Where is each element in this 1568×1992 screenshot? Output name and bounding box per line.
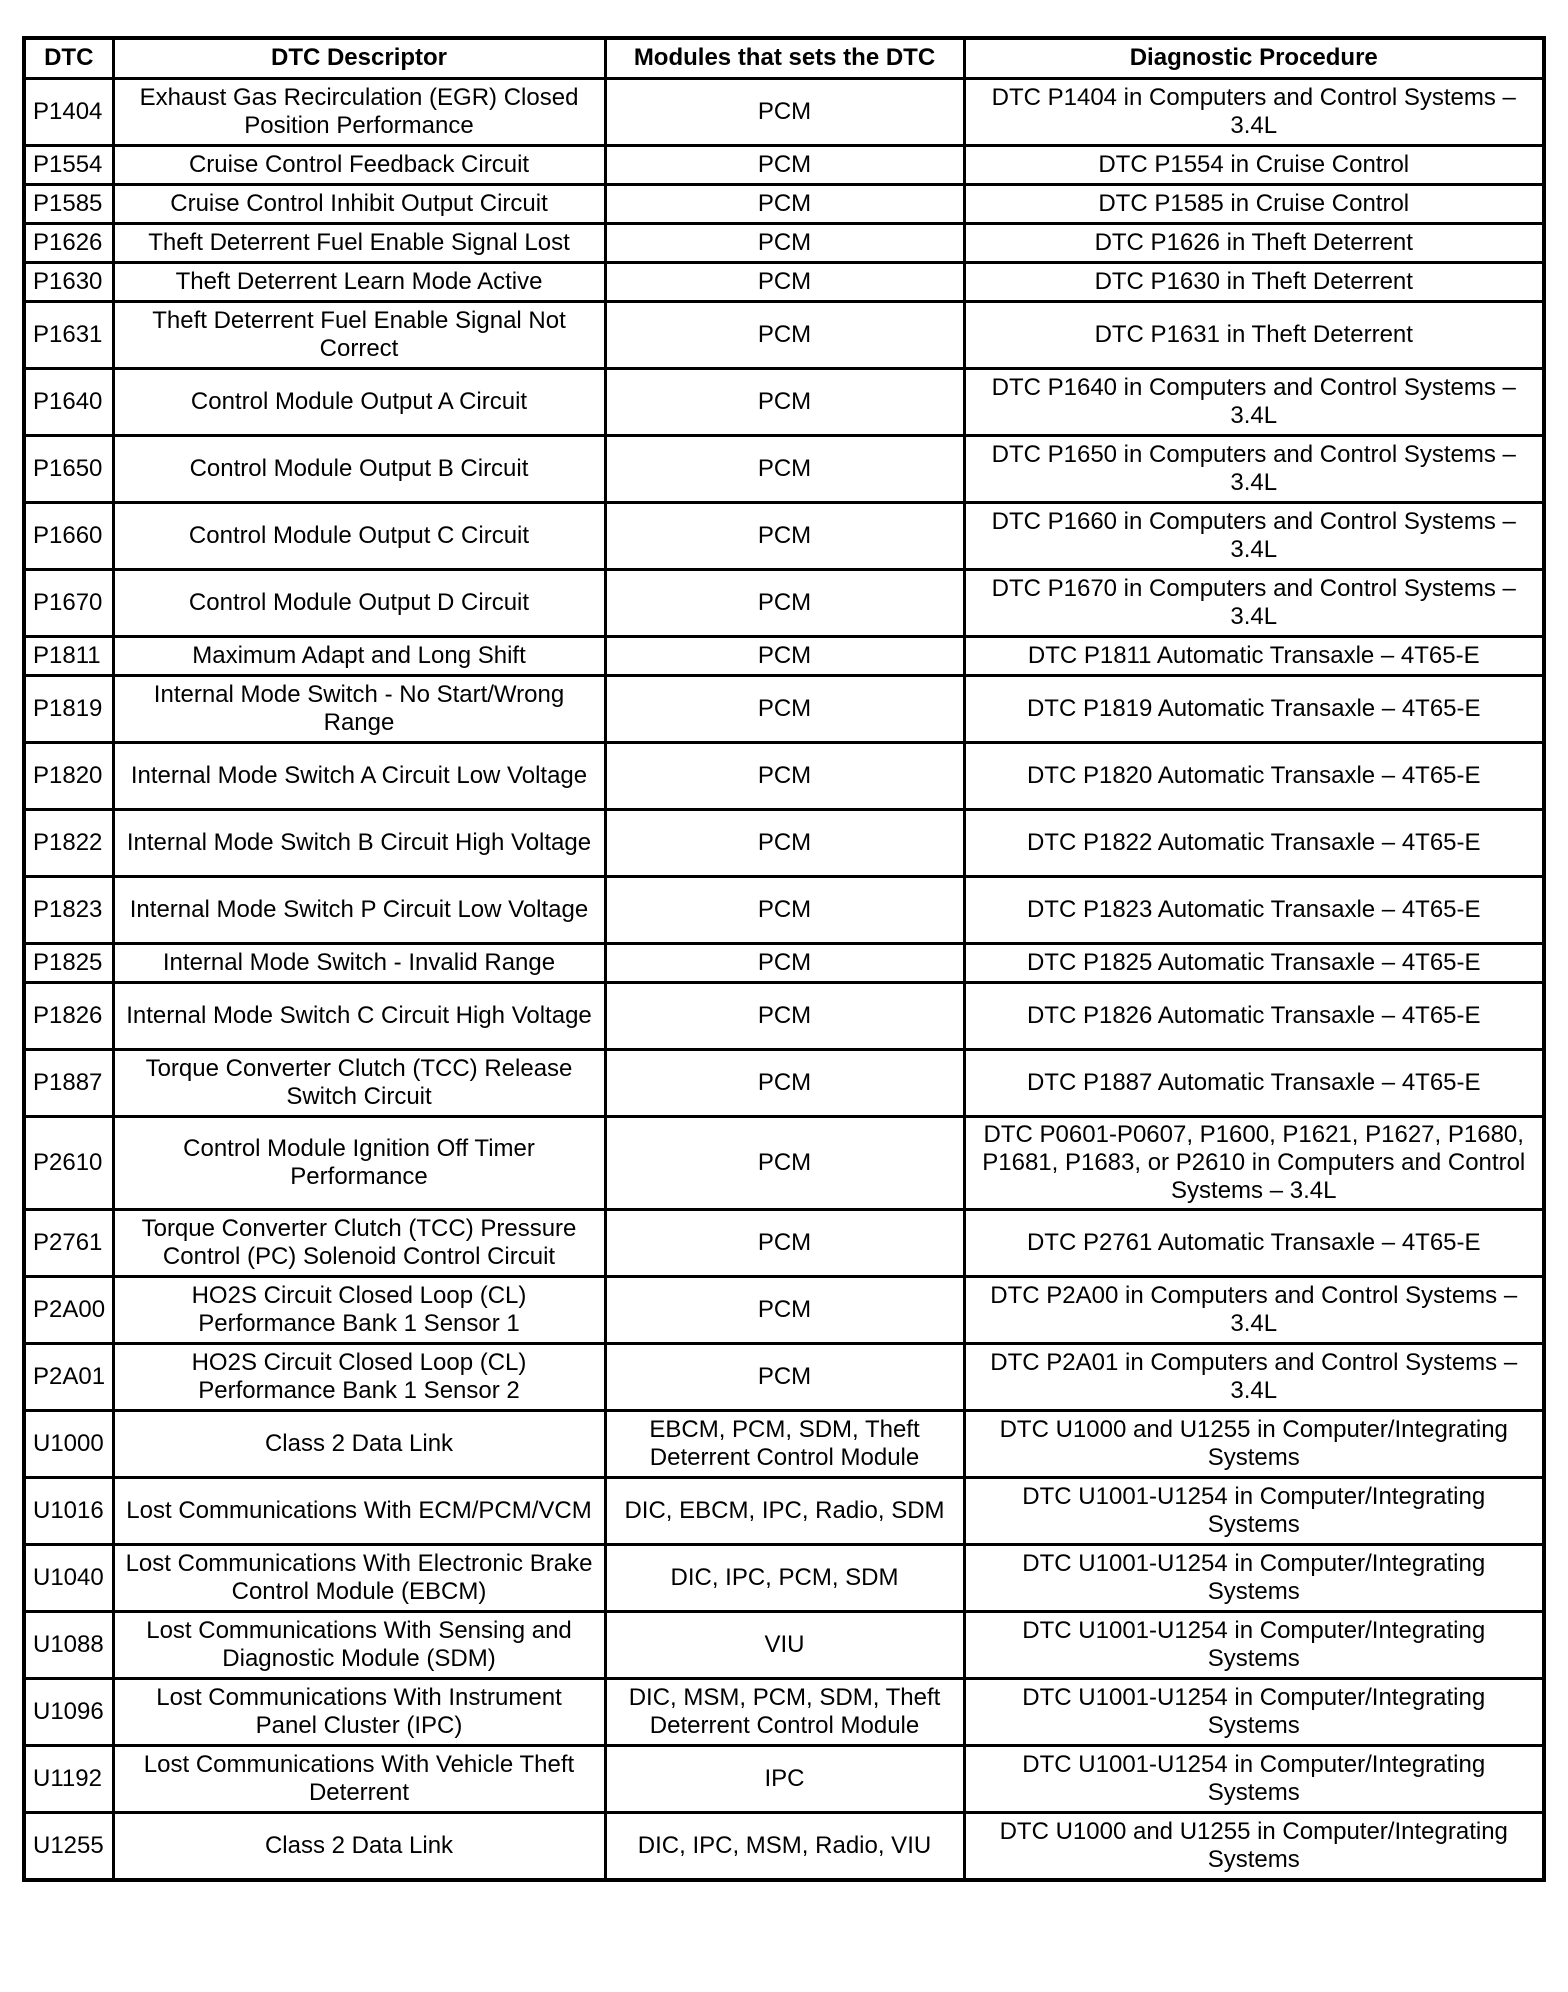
table-row	[24, 301, 1544, 368]
modules-cell: PCM	[605, 982, 964, 1049]
modules-cell: PCM	[605, 223, 964, 262]
table-row	[24, 876, 1544, 943]
dtc-code-cell: P1630	[24, 262, 113, 301]
dtc-descriptor-cell: Theft Deterrent Fuel Enable Signal Not Correct	[113, 301, 605, 368]
header-procedure: Diagnostic Procedure	[964, 38, 1544, 78]
dtc-code-cell: P1820	[24, 742, 113, 809]
diagnostic-procedure-cell: DTC P1670 in Computers and Control Systems – 3.4L	[964, 569, 1544, 636]
diagnostic-procedure-cell: DTC P1404 in Computers and Control Systems – 3.4L	[964, 78, 1544, 145]
modules-cell: PCM	[605, 78, 964, 145]
dtc-code-cell: P1626	[24, 223, 113, 262]
diagnostic-procedure-cell: DTC P1825 Automatic Transaxle – 4T65-E	[964, 943, 1544, 982]
diagnostic-procedure-cell: DTC P1819 Automatic Transaxle – 4T65-E	[964, 675, 1544, 742]
table-row	[24, 742, 1544, 809]
dtc-code-cell: U1040	[24, 1544, 113, 1611]
modules-cell: PCM	[605, 1343, 964, 1410]
dtc-code-cell: U1016	[24, 1477, 113, 1544]
dtc-descriptor-cell: Class 2 Data Link	[113, 1410, 605, 1477]
table-row	[24, 1611, 1544, 1678]
table-row	[24, 1477, 1544, 1544]
diagnostic-procedure-cell: DTC P0601-P0607, P1600, P1621, P1627, P1680, P1681, P1683, or P2610 in Computers and Control Systems – 3.4L	[964, 1116, 1544, 1209]
dtc-descriptor-cell: HO2S Circuit Closed Loop (CL) Performance Bank 1 Sensor 2	[113, 1343, 605, 1410]
diagnostic-procedure-cell: DTC P2761 Automatic Transaxle – 4T65-E	[964, 1209, 1544, 1276]
dtc-code-cell: U1000	[24, 1410, 113, 1477]
dtc-code-cell: U1192	[24, 1745, 113, 1812]
diagnostic-procedure-cell: DTC P1822 Automatic Transaxle – 4T65-E	[964, 809, 1544, 876]
diagnostic-procedure-cell: DTC U1000 and U1255 in Computer/Integrating Systems	[964, 1410, 1544, 1477]
dtc-code-cell: P1819	[24, 675, 113, 742]
dtc-code-cell: U1096	[24, 1678, 113, 1745]
diagnostic-procedure-cell: DTC U1001-U1254 in Computer/Integrating Systems	[964, 1544, 1544, 1611]
table-row	[24, 1116, 1544, 1209]
dtc-code-cell: P2610	[24, 1116, 113, 1209]
header-dtc: DTC	[24, 38, 113, 78]
table-row	[24, 1812, 1544, 1880]
dtc-code-cell: P1554	[24, 145, 113, 184]
table-row	[24, 1343, 1544, 1410]
diagnostic-procedure-cell: DTC U1001-U1254 in Computer/Integrating Systems	[964, 1745, 1544, 1812]
dtc-code-cell: P2A01	[24, 1343, 113, 1410]
modules-cell: IPC	[605, 1745, 964, 1812]
modules-cell: PCM	[605, 1276, 964, 1343]
dtc-descriptor-cell: Lost Communications With Vehicle Theft Deterrent	[113, 1745, 605, 1812]
dtc-descriptor-cell: Lost Communications With Electronic Brake Control Module (EBCM)	[113, 1544, 605, 1611]
table-row	[24, 78, 1544, 145]
header-modules: Modules that sets the DTC	[605, 38, 964, 78]
dtc-descriptor-cell: Lost Communications With ECM/PCM/VCM	[113, 1477, 605, 1544]
dtc-descriptor-cell: Exhaust Gas Recirculation (EGR) Closed Position Performance	[113, 78, 605, 145]
table-row	[24, 1276, 1544, 1343]
table-row	[24, 636, 1544, 675]
diagnostic-procedure-cell: DTC P2A00 in Computers and Control Systems – 3.4L	[964, 1276, 1544, 1343]
dtc-code-cell: P1640	[24, 368, 113, 435]
dtc-code-cell: U1255	[24, 1812, 113, 1880]
dtc-descriptor-cell: Theft Deterrent Fuel Enable Signal Lost	[113, 223, 605, 262]
modules-cell: PCM	[605, 1209, 964, 1276]
dtc-code-cell: P2A00	[24, 1276, 113, 1343]
modules-cell: PCM	[605, 368, 964, 435]
table-row	[24, 223, 1544, 262]
modules-cell: PCM	[605, 502, 964, 569]
dtc-descriptor-cell: Torque Converter Clutch (TCC) Release Switch Circuit	[113, 1049, 605, 1116]
modules-cell: PCM	[605, 742, 964, 809]
dtc-descriptor-cell: Control Module Output A Circuit	[113, 368, 605, 435]
modules-cell: PCM	[605, 943, 964, 982]
dtc-descriptor-cell: Lost Communications With Instrument Panel Cluster (IPC)	[113, 1678, 605, 1745]
diagnostic-procedure-cell: DTC P1631 in Theft Deterrent	[964, 301, 1544, 368]
diagnostic-procedure-cell: DTC U1001-U1254 in Computer/Integrating Systems	[964, 1611, 1544, 1678]
modules-cell: PCM	[605, 262, 964, 301]
dtc-code-cell: U1088	[24, 1611, 113, 1678]
dtc-descriptor-cell: Maximum Adapt and Long Shift	[113, 636, 605, 675]
modules-cell: DIC, IPC, PCM, SDM	[605, 1544, 964, 1611]
dtc-descriptor-cell: Cruise Control Feedback Circuit	[113, 145, 605, 184]
modules-cell: PCM	[605, 636, 964, 675]
table-row	[24, 145, 1544, 184]
table-row	[24, 262, 1544, 301]
table-row	[24, 1745, 1544, 1812]
modules-cell: PCM	[605, 1116, 964, 1209]
dtc-table	[22, 36, 1546, 1882]
modules-cell: PCM	[605, 145, 964, 184]
table-body	[24, 78, 1544, 1880]
header-descriptor: DTC Descriptor	[113, 38, 605, 78]
table-header-row	[24, 38, 1544, 78]
diagnostic-procedure-cell: DTC P1811 Automatic Transaxle – 4T65-E	[964, 636, 1544, 675]
table-row	[24, 1544, 1544, 1611]
modules-cell: PCM	[605, 876, 964, 943]
diagnostic-procedure-cell: DTC P1650 in Computers and Control Systems – 3.4L	[964, 435, 1544, 502]
dtc-code-cell: P1822	[24, 809, 113, 876]
dtc-descriptor-cell: Control Module Ignition Off Timer Performance	[113, 1116, 605, 1209]
table-row	[24, 502, 1544, 569]
dtc-descriptor-cell: Lost Communications With Sensing and Diagnostic Module (SDM)	[113, 1611, 605, 1678]
dtc-descriptor-cell: Theft Deterrent Learn Mode Active	[113, 262, 605, 301]
diagnostic-procedure-cell: DTC U1001-U1254 in Computer/Integrating Systems	[964, 1678, 1544, 1745]
dtc-descriptor-cell: Control Module Output B Circuit	[113, 435, 605, 502]
modules-cell: DIC, EBCM, IPC, Radio, SDM	[605, 1477, 964, 1544]
diagnostic-procedure-cell: DTC P1823 Automatic Transaxle – 4T65-E	[964, 876, 1544, 943]
modules-cell: EBCM, PCM, SDM, Theft Deterrent Control Module	[605, 1410, 964, 1477]
dtc-descriptor-cell: Internal Mode Switch B Circuit High Voltage	[113, 809, 605, 876]
diagnostic-procedure-cell: DTC P1640 in Computers and Control Systems – 3.4L	[964, 368, 1544, 435]
dtc-descriptor-cell: Control Module Output D Circuit	[113, 569, 605, 636]
modules-cell: PCM	[605, 301, 964, 368]
dtc-descriptor-cell: Internal Mode Switch - No Start/Wrong Range	[113, 675, 605, 742]
dtc-descriptor-cell: Class 2 Data Link	[113, 1812, 605, 1880]
dtc-code-cell: P1660	[24, 502, 113, 569]
dtc-code-cell: P1823	[24, 876, 113, 943]
table-row	[24, 569, 1544, 636]
dtc-code-cell: P1670	[24, 569, 113, 636]
modules-cell: PCM	[605, 675, 964, 742]
dtc-code-cell: P1585	[24, 184, 113, 223]
diagnostic-procedure-cell: DTC P2A01 in Computers and Control Systems – 3.4L	[964, 1343, 1544, 1410]
diagnostic-procedure-cell: DTC P1820 Automatic Transaxle – 4T65-E	[964, 742, 1544, 809]
diagnostic-procedure-cell: DTC P1554 in Cruise Control	[964, 145, 1544, 184]
dtc-code-cell: P1811	[24, 636, 113, 675]
diagnostic-procedure-cell: DTC P1626 in Theft Deterrent	[964, 223, 1544, 262]
dtc-code-cell: P1826	[24, 982, 113, 1049]
table-row	[24, 809, 1544, 876]
dtc-descriptor-cell: Cruise Control Inhibit Output Circuit	[113, 184, 605, 223]
dtc-descriptor-cell: Internal Mode Switch - Invalid Range	[113, 943, 605, 982]
diagnostic-procedure-cell: DTC P1630 in Theft Deterrent	[964, 262, 1544, 301]
modules-cell: VIU	[605, 1611, 964, 1678]
modules-cell: PCM	[605, 1049, 964, 1116]
dtc-descriptor-cell: Torque Converter Clutch (TCC) Pressure Control (PC) Solenoid Control Circuit	[113, 1209, 605, 1276]
table-row	[24, 1410, 1544, 1477]
diagnostic-procedure-cell: DTC U1000 and U1255 in Computer/Integrating Systems	[964, 1812, 1544, 1880]
modules-cell: PCM	[605, 184, 964, 223]
table-row	[24, 1049, 1544, 1116]
dtc-descriptor-cell: Control Module Output C Circuit	[113, 502, 605, 569]
table-row	[24, 1678, 1544, 1745]
modules-cell: PCM	[605, 569, 964, 636]
dtc-code-cell: P1404	[24, 78, 113, 145]
diagnostic-procedure-cell: DTC P1660 in Computers and Control Systems – 3.4L	[964, 502, 1544, 569]
table-row	[24, 184, 1544, 223]
modules-cell: DIC, MSM, PCM, SDM, Theft Deterrent Control Module	[605, 1678, 964, 1745]
dtc-descriptor-cell: Internal Mode Switch C Circuit High Voltage	[113, 982, 605, 1049]
dtc-descriptor-cell: HO2S Circuit Closed Loop (CL) Performance Bank 1 Sensor 1	[113, 1276, 605, 1343]
table-row	[24, 675, 1544, 742]
dtc-code-cell: P1650	[24, 435, 113, 502]
diagnostic-procedure-cell: DTC P1826 Automatic Transaxle – 4T65-E	[964, 982, 1544, 1049]
dtc-code-cell: P1631	[24, 301, 113, 368]
modules-cell: PCM	[605, 435, 964, 502]
table-row	[24, 435, 1544, 502]
modules-cell: PCM	[605, 809, 964, 876]
dtc-code-cell: P1887	[24, 1049, 113, 1116]
diagnostic-procedure-cell: DTC U1001-U1254 in Computer/Integrating Systems	[964, 1477, 1544, 1544]
diagnostic-procedure-cell: DTC P1887 Automatic Transaxle – 4T65-E	[964, 1049, 1544, 1116]
dtc-descriptor-cell: Internal Mode Switch P Circuit Low Voltage	[113, 876, 605, 943]
dtc-code-cell: P2761	[24, 1209, 113, 1276]
dtc-code-cell: P1825	[24, 943, 113, 982]
table-row	[24, 368, 1544, 435]
diagnostic-procedure-cell: DTC P1585 in Cruise Control	[964, 184, 1544, 223]
modules-cell: DIC, IPC, MSM, Radio, VIU	[605, 1812, 964, 1880]
table-row	[24, 982, 1544, 1049]
dtc-descriptor-cell: Internal Mode Switch A Circuit Low Voltage	[113, 742, 605, 809]
table-row	[24, 1209, 1544, 1276]
table-row	[24, 943, 1544, 982]
